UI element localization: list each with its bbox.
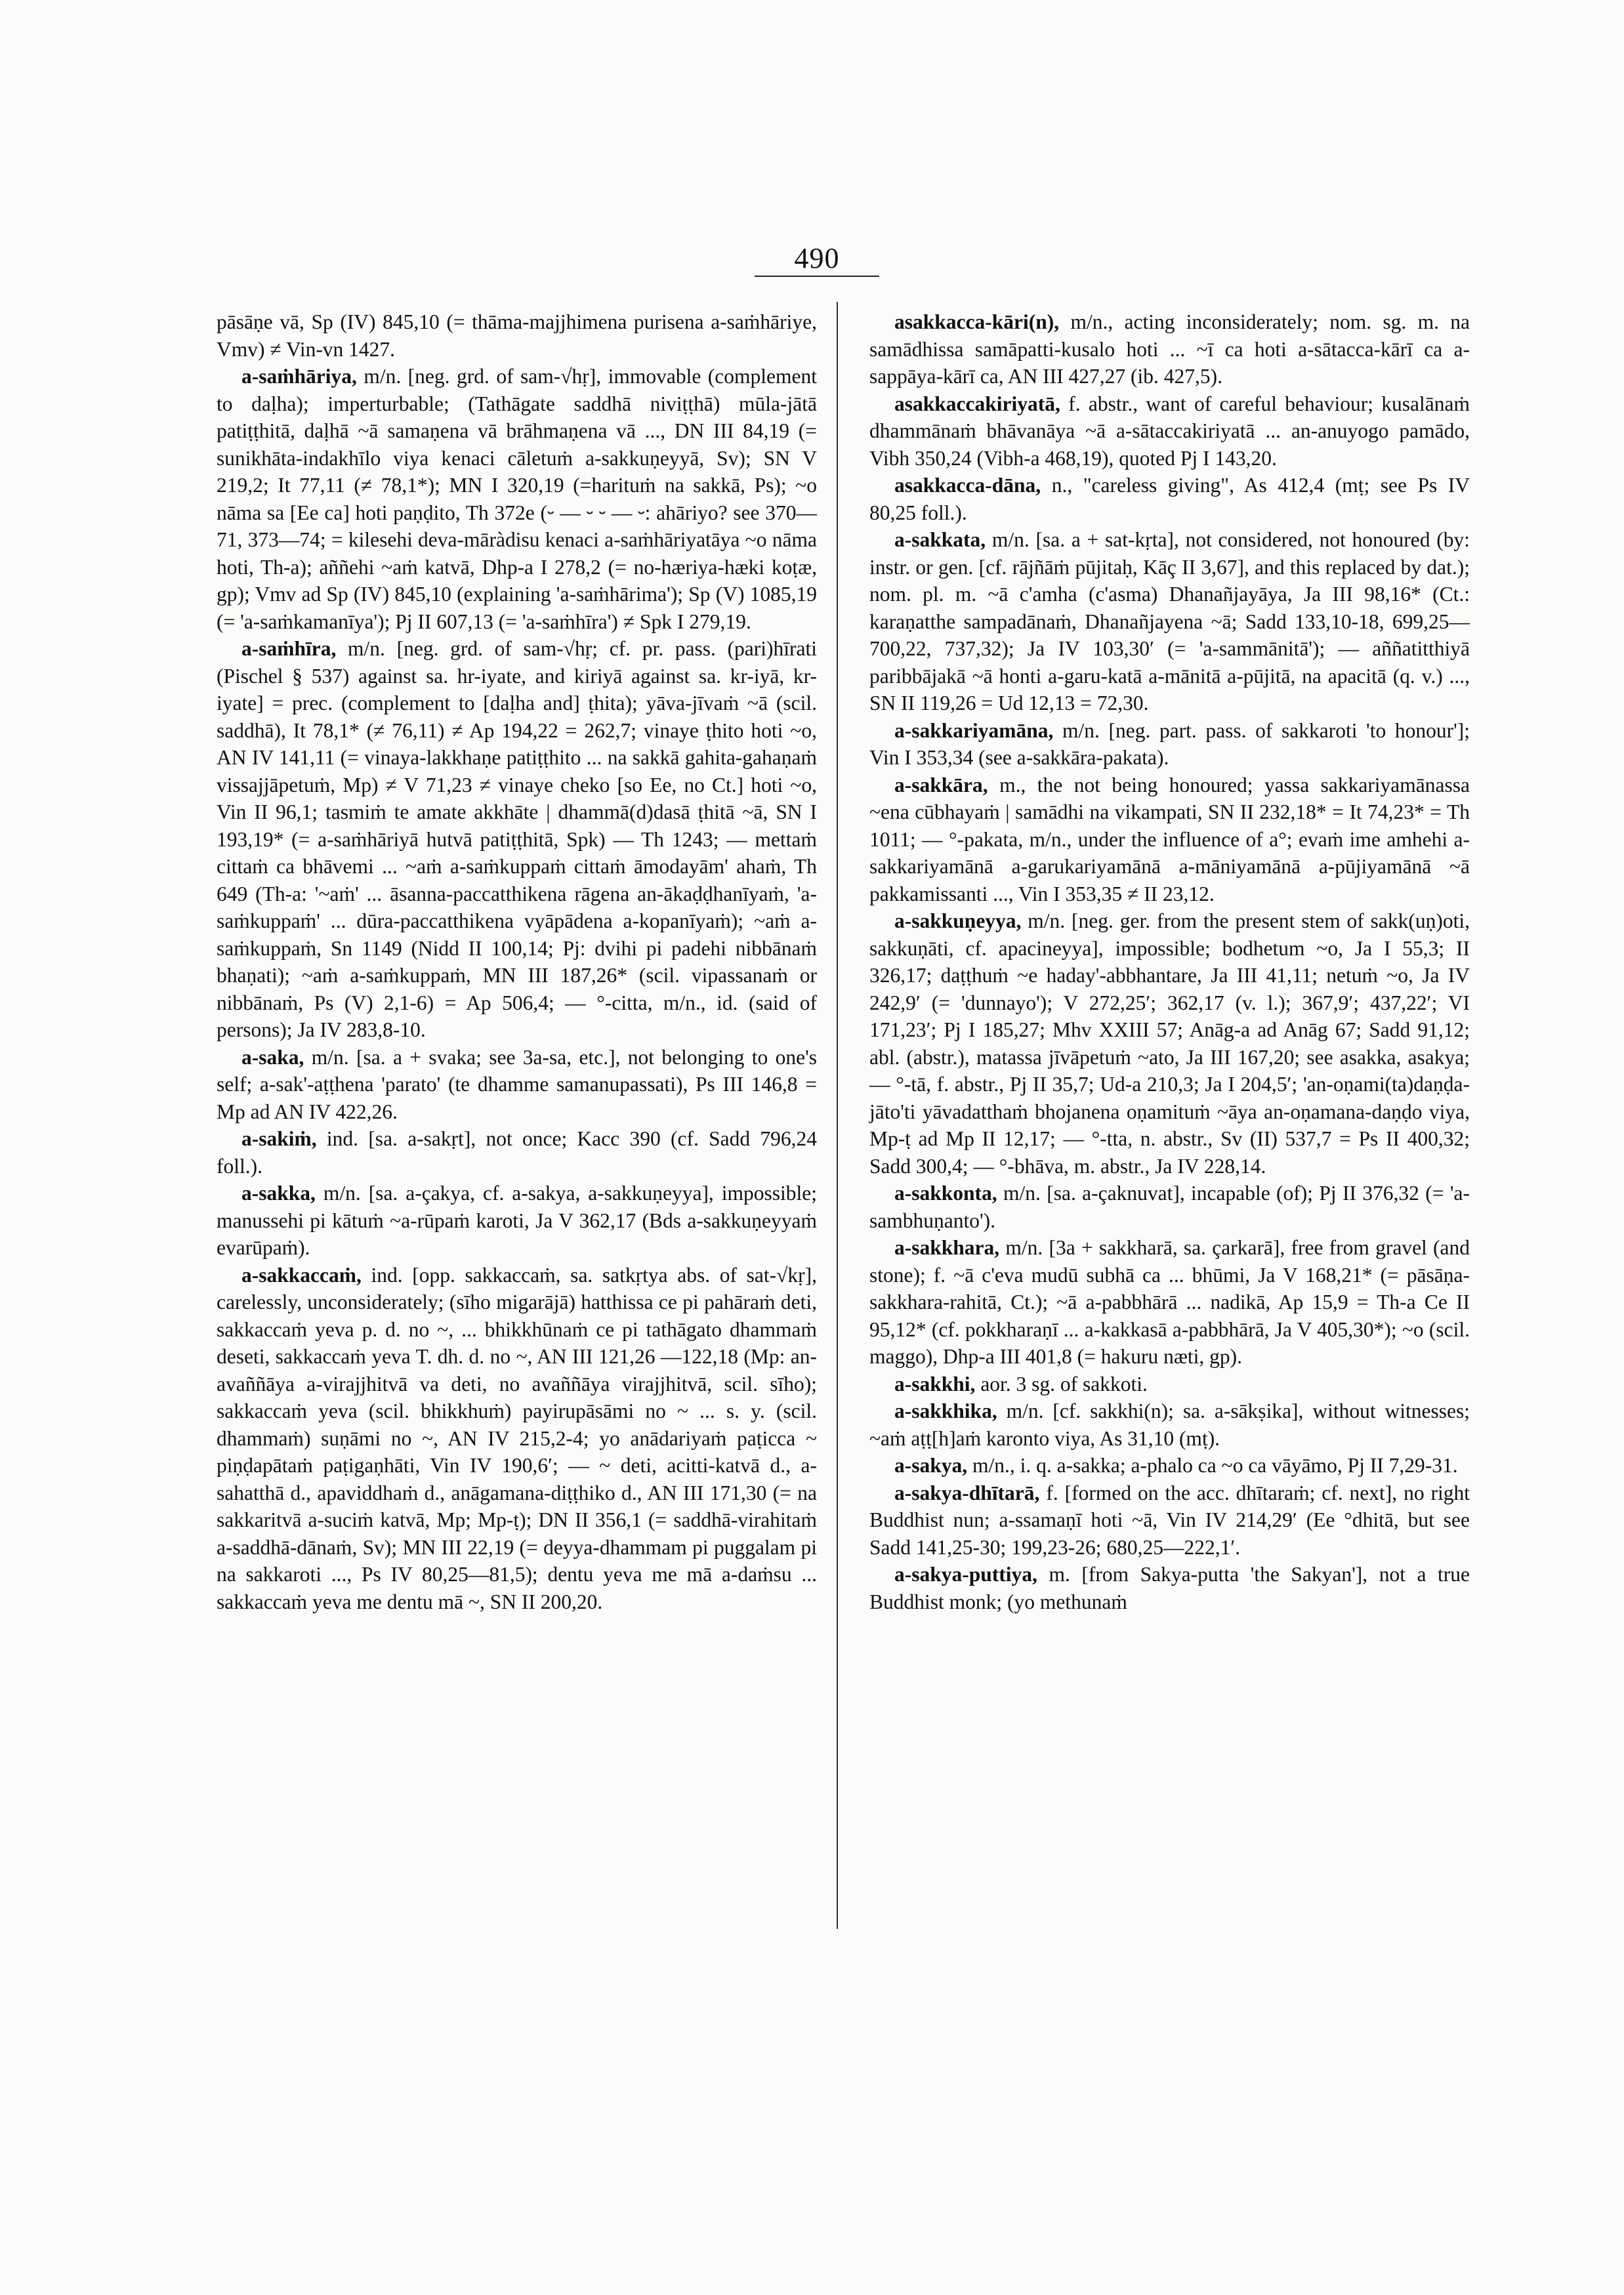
dictionary-entry — [869, 526, 1470, 717]
dictionary-entry — [869, 772, 1470, 908]
dictionary-entry — [869, 1452, 1470, 1479]
dictionary-entry — [869, 717, 1470, 772]
entry-body: f. [formed on the acc. dhītaraṁ; cf. next], no right Buddhist nun; a-ssamaṇī hoti ~ā, Vin IV 214,29′ (Ee °dhitā, but see Sadd 141,25-30; 199,23-26; 680,25—222,1′. — [869, 1481, 1470, 1559]
entry-body: m/n. [cf. sakkhi(n); sa. a-sākṣika], without witnesses; ~aṁ aṭṭ[h]aṁ karonto viya, As 31,10 (mṭ). — [869, 1399, 1470, 1450]
page-number: 490 — [794, 242, 840, 274]
entry-headword: a-sakkariyamāna, — [894, 718, 1054, 742]
dictionary-entry — [869, 1561, 1470, 1615]
dictionary-entry — [217, 1044, 817, 1126]
dictionary-entry — [869, 1371, 1470, 1398]
entry-body: f. abstr., want of careful behaviour; kusalānaṁ dhammānaṁ bhāvanāya ~ā a-sātaccakiriyatā ... an-anuyogo pamādo, Vibh 350,24 (Vibh-a 468,19), quoted Pj I 143,20. — [869, 392, 1470, 470]
dictionary-entry — [217, 1262, 817, 1616]
entry-body: m., the not being honoured; yassa sakkariyamānassa ~ena cūbhayaṁ | samādhi na vikampati, SN II 232,18* = It 74,23* = Th 1011; — °-pakata, m/n., under the influence of a°; evaṁ ime amhehi a-sakkariyamānā a-garukariyamānā a-māniyamānā a-pūjiyamānā ~ā pakkamissanti ..., Vin I 353,35 ≠ II 23,12. — [869, 773, 1470, 905]
entry-headword: a-sakkhika, — [894, 1399, 997, 1422]
dictionary-entry — [869, 308, 1470, 390]
entry-headword: a-sakkonta, — [894, 1182, 997, 1205]
entry-headword: a-sakka, — [241, 1182, 316, 1205]
entry-headword: a-sakkhi, — [894, 1372, 976, 1396]
page-number-rule — [755, 276, 879, 277]
dictionary-entry — [217, 635, 817, 1044]
entry-body: ind. [sa. a-sakṛt], not once; Kacc 390 (cf. Sadd 796,24 foll.). — [217, 1127, 818, 1178]
column-divider — [837, 302, 838, 1929]
entry-body: m/n., acting inconsiderately; nom. sg. m. na samādhissa samāpatti-kusalo hoti ... ~ī ca hoti a-sātacca-kārī ca a-sappāya-kārī ca, AN III 427,27 (ib. 427,5). — [869, 310, 1470, 388]
entry-headword: a-sakya-dhītarā, — [894, 1481, 1040, 1504]
entry-headword: a-sakya, — [894, 1454, 968, 1477]
entry-body: m/n., i. q. a-sakka; a-phalo ca ~o ca vāyāmo, Pj II 7,29-31. — [972, 1454, 1458, 1477]
entry-body: pāsāṇe vā, Sp (IV) 845,10 (= thāma-majjhimena purisena a-saṁhāriye, Vmv) ≠ Vin-vn 1427. — [217, 310, 817, 361]
dictionary-entry — [217, 1180, 817, 1262]
entry-headword: a-sakkhara, — [894, 1236, 1000, 1259]
entry-body: m/n. [neg. grd. of sam-√hṛ], immovable (complement to daḷha); imperturbable; (Tathāgate saddhā niviṭṭhā) mūla-jātā patiṭṭhitā, daḷhā ~ā samaṇena vā brāhmaṇena vā ..., DN III 84,19 (= sunikhāta-indakhīlo viya kenaci cāletuṁ a-sakkuṇeyyā, Sv); SN V 219,2; It 77,11 (≠ 78,1*); MN I 320,19 (=harituṁ na sakkā, Ps); ~o nāma sa [Ee ca] hoti paṇḍito, Th 372e (⏑ — ⏑ ⏑ — ⏑: ahāriyo? see 370—71, 373—74; = kilesehi deva-māràdisu kenaci a-saṁhāriyatāya ~o nāma hoti, Th-a); aññehi ~aṁ katvā, Dhp-a I 278,2 (= no-hæriya-hæki koṭæ, gp); Vmv ad Sp (IV) 845,10 (explaining 'a-saṁhārima'); Sp (V) 1085,19 (= 'a-saṁkamanīya'); Pj II 607,13 (= 'a-saṁhīra') ≠ Spk I 279,19. — [217, 365, 817, 633]
dictionary-entry — [869, 1180, 1470, 1234]
dictionary-entry — [217, 308, 817, 363]
entry-body: m/n. [sa. a + svaka; see 3a-sa, etc.], not belonging to one's self; a-sak'-aṭṭhena 'parato' (te dhamme samanupassati), Ps III 146,8 = Mp ad AN IV 422,26. — [217, 1045, 817, 1123]
dictionary-entry — [869, 1397, 1470, 1452]
entry-body: m/n. [3a + sakkharā, sa. çarkarā], free from gravel (and stone); f. ~ā c'eva mudū subhā ca ... bhūmi, Ja V 168,21* (= pāsāṇa-sakkhara-rahitā, Ct.); ~ā a-pabbhārā ... nadikā, Ap 15,9 = Th-a Ce II 95,12* (cf. pokkharaṇī ... a-kakkasā a-pabbhārā, Ja V 405,30*); ~o (scil. maggo), Dhp-a III 401,8 (= hakuru næti, gp). — [869, 1236, 1470, 1368]
dictionary-entry — [217, 1125, 817, 1180]
entry-body: m/n. [sa. a-çakya, cf. a-sakya, a-sakkuṇeyya], impossible; manussehi pi kātuṁ ~a-rūpaṁ karoti, Ja V 362,17 (Bds a-sakkuṇeyyaṁ evarūpaṁ). — [217, 1182, 818, 1259]
entry-body: m/n. [neg. grd. of sam-√hṛ; cf. pr. pass. (pari)hīrati (Pischel § 537) against sa. hr-iyate, and kiriyā against sa. kr-iyā, kr-iyate] = prec. (complement to [daḷha and] ṭhita); yāva-jīvaṁ ~ā (scil. saddhā), It 78,1* (≠ 76,11) ≠ Ap 194,22 = 262,7; vinaye ṭhito hoti ~o, AN IV 141,11 (= vinaya-lakkhaṇe patiṭṭhito ... na sakkā gahita-gahaṇaṁ vissajjāpetuṁ, Mp) ≠ V 71,23 ≠ vinaye cheko [so Ee, no Ct.] hoti ~o, Vin II 96,1; tasmiṁ te amate akkhāte | dhammā(d)dasā ṭhitā ~ā, SN I 193,19* (= a-saṁhāriyā hutvā patiṭṭhitā, Spk) — Th 1243; — mettaṁ cittaṁ ca bhāvemi ... ~aṁ a-saṁkuppaṁ cittaṁ āmodayām' ahaṁ, Th 649 (Th-a: '~aṁ' ... āsanna-paccatthikena rāgena an-ākaḍḍhanīyaṁ, 'a-saṁkuppaṁ' ... dūra-paccatthikena vyāpādena a-kopanīyaṁ); ~aṁ a-saṁkuppaṁ, Sn 1149 (Nidd II 100,14; Pj: dvihi pi padehi nibbānaṁ bhaṇati); ~aṁ a-saṁkuppaṁ, MN III 187,26* (scil. vipassanaṁ or nibbānaṁ, Ps (V) 2,1-6) = Ap 506,4; — °-citta, m/n., id. (said of persons); Ja IV 283,8-10. — [217, 637, 817, 1041]
dictionary-entry — [869, 907, 1470, 1180]
right-column — [869, 308, 1470, 1615]
entry-headword: a-sakkaccaṁ, — [241, 1263, 362, 1287]
entry-body: m/n. [neg. ger. from the present stem of sakk(uṇ)oti, sakkuṇāti, cf. apacineyya], impossible; bodhetum ~o, Ja I 55,3; II 326,17; daṭṭhuṁ ~e haday'-abbhantare, Ja III 41,11; netuṁ ~o, Ja IV 242,9′ (= 'dunnayo'); V 272,25′; 362,17 (v. l.); 367,9′; 437,22′; VI 171,23′; Pj I 185,27; Mhv XXIII 57; Anāg-a ad Anāg 67; Sadd 91,12; abl. (abstr.), matassa jīvāpetuṁ ~ato, Ja III 167,20; see asakka, asakya; — °-tā, f. abstr., Pj II 35,7; Ud-a 210,3; Ja I 204,5′; 'an-oṇami(ta)daṇḍa-jāto'ti yāvadatthaṁ bhojanena oṇamituṁ ~āya an-oṇamana-daṇḍo viya, Mp-ṭ ad Mp II 12,17; — °-tta, n. abstr., Sv (II) 537,7 = Ps II 400,32; Sadd 300,4; — °-bhāva, m. abstr., Ja IV 228,14. — [869, 909, 1470, 1178]
entry-headword: a-sakkuṇeyya, — [894, 909, 1022, 932]
entry-body: m/n. [sa. a-çaknuvat], incapable (of); Pj II 376,32 (= 'a-sambhuṇanto'). — [869, 1182, 1470, 1232]
entry-headword: asakkacca-kāri(n), — [894, 310, 1060, 333]
entry-body: ind. [opp. sakkaccaṁ, sa. satkṛtya abs. of sat-√kṛ], carelessly, unconsiderately; (sīho migarājā) hatthissa ce pi pahāraṁ deti, sakkaccaṁ yeva p. d. no ~, ... bhikkhūnaṁ ce pi tathāgato dhammaṁ deseti, sakkaccaṁ yeva T. dh. d. no ~, AN III 121,26 —122,18 (Mp: an-avaññāya a-virajjhitvā va deti, no avaññāya virajjhitvā, scil. sīho); sakkaccaṁ yeva (scil. bhikkhuṁ) payirupāsāmi no ~ ... s. y. (scil. dhammaṁ) suṇāmi no ~, AN IV 215,2-4; yo anādariyaṁ paṭicca ~ piṇḍapātaṁ paṭigaṇhāti, Vin IV 190,6′; — ~ deti, acitti-katvā d., a-sahatthā d., apaviddhaṁ d., anāgamana-diṭṭhiko d., AN III 171,30 (= na sakkaritvā a-suciṁ katvā, Mp; Mp-ṭ); DN II 356,1 (= saddhā-virahitaṁ a-saddhā-dānaṁ, Sv); MN III 22,19 (= deyya-dhammam pi puggalam pi na sakkaroti ..., Ps IV 80,25—81,5); dentu yeva me mā a-daṁsu ... sakkaccaṁ yeva me dentu mā ~, SN II 200,20. — [217, 1263, 818, 1613]
left-column — [217, 308, 817, 1615]
entry-headword: a-sakya-puttiya, — [894, 1563, 1037, 1586]
entry-body: n., "careless giving", As 412,4 (mṭ; see Ps IV 80,25 foll.). — [869, 474, 1470, 524]
entry-headword: asakkacca-dāna, — [894, 474, 1041, 497]
dictionary-entry — [869, 1234, 1470, 1371]
entry-headword: a-sakkata, — [894, 528, 986, 551]
dictionary-entry — [217, 363, 817, 635]
entry-body: m. [from Sakya-putta 'the Sakyan'], not a true Buddhist monk; (yo methunaṁ — [869, 1563, 1470, 1613]
entry-headword: a-sakkāra, — [894, 773, 988, 796]
entry-headword: asakkaccakiriyatā, — [894, 392, 1060, 415]
entry-body: m/n. [sa. a + sat-kṛta], not considered, not honoured (by: instr. or gen. [cf. rājñāṁ pūjitaḥ, Kāç II 3,67], and this replaced by dat.); nom. pl. m. ~ā c'amha (c'asma) Dhanañjayāya, Ja III 98,16* (Ct.: karaṇatthe sampadānaṁ, Dhanañjayena ~ā; Sadd 133,10-18, 699,25—700,22, 737,32); Ja IV 103,30′ (= 'a-sammānitā'); — aññatitthiyā paribbājakā ~ā honti a-garu-katā a-mānitā a-pūjitā, na apacitā (q. v.) ..., SN II 119,26 = Ud 12,13 = 72,30. — [869, 528, 1470, 714]
dictionary-entry — [869, 390, 1470, 472]
dictionary-entry — [869, 1479, 1470, 1561]
entry-headword: a-saka, — [241, 1045, 304, 1069]
entry-headword: a-saṁhīra, — [241, 637, 337, 660]
entry-body: aor. 3 sg. of sakkoti. — [980, 1372, 1148, 1396]
entry-headword: a-saṁhāriya, — [241, 365, 357, 388]
dictionary-entry — [869, 472, 1470, 526]
entry-body: m/n. [neg. part. pass. of sakkaroti 'to honour']; Vin I 353,34 (see a-sakkāra-pakata). — [869, 718, 1470, 769]
entry-headword: a-sakiṁ, — [241, 1127, 317, 1150]
